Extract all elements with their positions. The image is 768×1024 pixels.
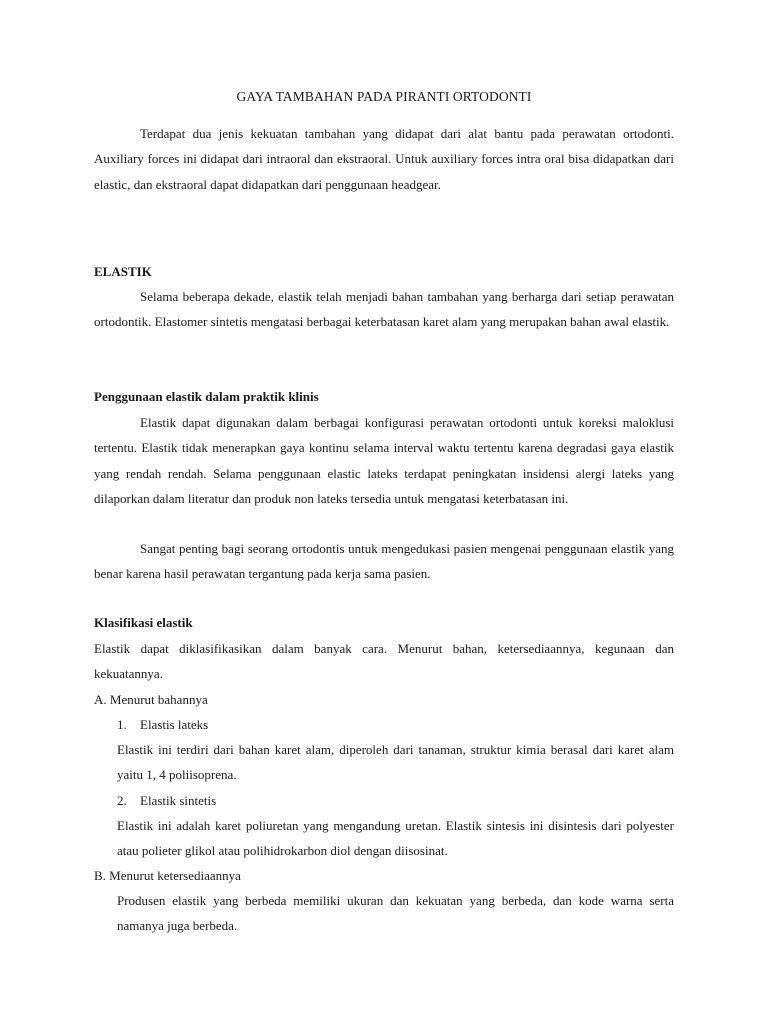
list-item-number: 1.	[117, 717, 127, 732]
section-a-label: A. Menurut bahannya	[94, 692, 208, 707]
list-item-text: Elastik ini terdiri dari bahan karet alam, diperoleh dari tanaman, struktur kimia berasal dari karet alam yaitu 1, 4 poliisoprena.	[117, 742, 674, 783]
list-item-text: Elastik ini adalah karet poliuretan yang mengandung uretan. Elastik sintesis ini disintesis dari polyester atau polieter glikol atau polihidrokarbon diol dengan diisosinat.	[117, 818, 674, 859]
intro-paragraph: Terdapat dua jenis kekuatan tambahan yang didapat dari alat bantu pada perawatan ortodonti. Auxiliary forces ini didapat dari intraoral dan ekstraoral. Untuk auxiliary forces intra oral bisa didapatkan dari elastic, dan ekstraoral dapat didapatkan dari penggunaan headgear.	[94, 126, 674, 192]
section-b-text: Produsen elastik yang berbeda memiliki ukuran dan kekuatan yang berbeda, dan kode warna serta namanya juga berbeda.	[117, 893, 674, 934]
penggunaan-paragraph-1: Elastik dapat digunakan dalam berbagai konfigurasi perawatan ortodonti untuk koreksi maloklusi tertentu. Elastik tidak menerapkan gaya kontinu selama interval waktu tertentu karena degradasi gaya elastik yang rendah rendah. Selama penggunaan elastic lateks terdapat peningkatan insidensi alergi lateks yang dilaporkan dalam literatur dan produk non lateks tersedia untuk mengatasi keterbatasan ini.	[94, 415, 674, 507]
klasifikasi-intro: Elastik dapat diklasifikasikan dalam banyak cara. Menurut bahan, ketersediaannya, kegunaan dan kekuatannya.	[94, 641, 674, 682]
section-b-label: B. Menurut ketersediaannya	[94, 868, 241, 883]
list-item-title: Elastis lateks	[140, 717, 209, 732]
document-title: GAYA TAMBAHAN PADA PIRANTI ORTODONTI	[236, 89, 532, 104]
elastik-paragraph: Selama beberapa dekade, elastik telah menjadi bahan tambahan yang berharga dari setiap perawatan ortodontik. Elastomer sintetis mengatasi berbagai keterbatasan karet alam yang merupakan bahan awal elastik.	[94, 289, 674, 330]
list-item-number: 2.	[117, 793, 127, 808]
list-item-title: Elastik sintetis	[140, 793, 217, 808]
heading-penggunaan: Penggunaan elastik dalam praktik klinis	[94, 389, 319, 404]
penggunaan-paragraph-2: Sangat penting bagi seorang ortodontis untuk mengedukasi pasien mengenai penggunaan elastik yang benar karena hasil perawatan tergantung pada kerja sama pasien.	[94, 541, 674, 582]
heading-elastik: ELASTIK	[94, 264, 152, 279]
heading-klasifikasi: Klasifikasi elastik	[94, 615, 193, 630]
